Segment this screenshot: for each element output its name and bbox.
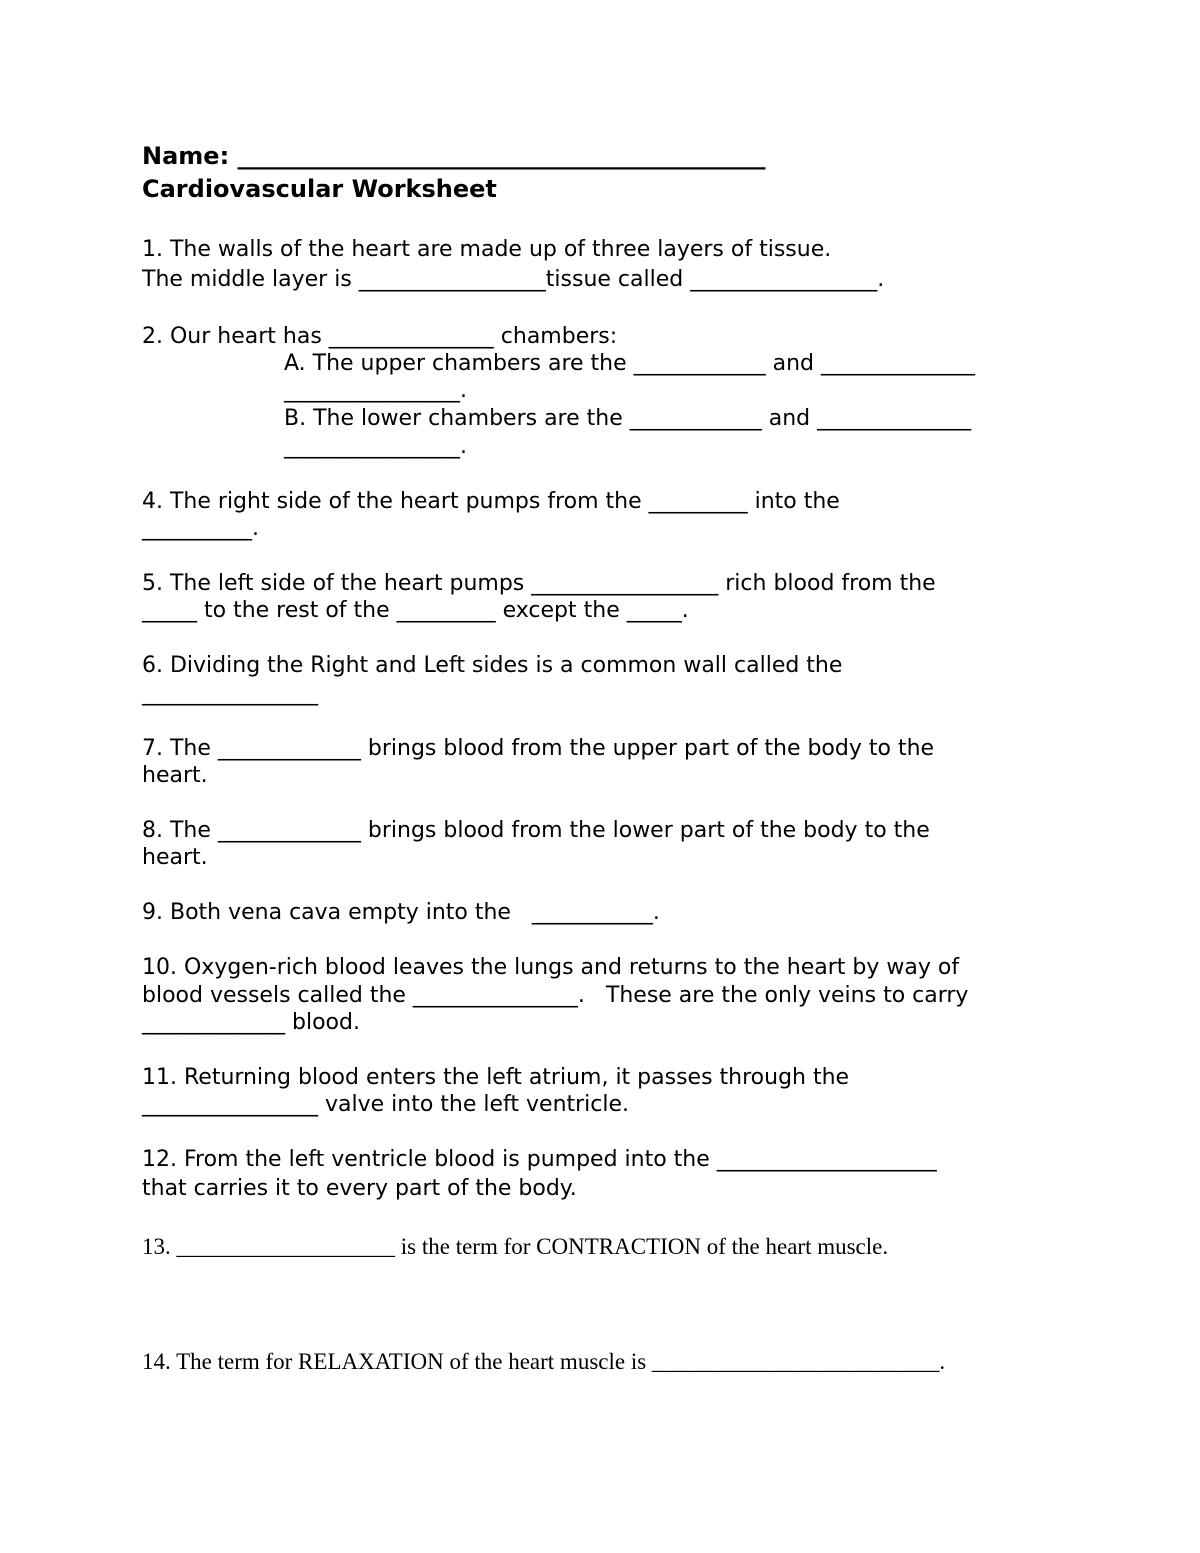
question-11-line-2: ________________ valve into the left ventricle. [142, 1092, 630, 1117]
question-2b-line-2: ________________. [284, 434, 467, 459]
question-5-line-1: 5. The left side of the heart pumps _________________ rich blood from the [142, 571, 936, 596]
question-8-line-2: heart. [142, 845, 208, 870]
question-4-line-2: __________. [142, 516, 259, 541]
question-10-line-2: blood vessels called the _______________. These are the only veins to carry [142, 983, 969, 1008]
question-9-line-1: 9. Both vena cava empty into the ___________. [142, 900, 660, 925]
question-1-line-2: The middle layer is _________________tissue called _________________. [142, 267, 885, 292]
question-6-line-2: ________________ [142, 681, 318, 706]
question-2b-line-1: B. The lower chambers are the ____________ and ______________ [284, 406, 972, 431]
question-1-line-1: 1. The walls of the heart are made up of three layers of tissue. [142, 237, 832, 262]
question-4-line-1: 4. The right side of the heart pumps from the _________ into the [142, 489, 840, 514]
question-2a-line-1: A. The upper chambers are the ____________ and ______________ [284, 351, 976, 376]
question-2-line-1: 2. Our heart has _______________ chambers: [142, 324, 618, 349]
question-7-line-2: heart. [142, 763, 208, 788]
question-7-line-1: 7. The _____________ brings blood from the upper part of the body to the [142, 736, 935, 761]
question-12-line-1: 12. From the left ventricle blood is pumped into the ____________________ [142, 1147, 937, 1172]
question-11-line-1: 11. Returning blood enters the left atrium, it passes through the [142, 1065, 850, 1090]
question-8-line-1: 8. The _____________ brings blood from the lower part of the body to the [142, 818, 930, 843]
question-2a-line-2: ________________. [284, 378, 467, 403]
question-12-line-2: that carries it to every part of the body. [142, 1176, 577, 1201]
question-10-line-3: _____________ blood. [142, 1010, 360, 1035]
question-10-line-1: 10. Oxygen-rich blood leaves the lungs and returns to the heart by way of [142, 955, 960, 980]
worksheet-title: Cardiovascular Worksheet [142, 175, 497, 203]
question-5-line-2: _____ to the rest of the _________ except the _____. [142, 598, 689, 623]
question-14-line-1: 14. The term for RELAXATION of the heart muscle is _________________________. [142, 1349, 946, 1374]
question-6-line-1: 6. Dividing the Right and Left sides is a common wall called the [142, 653, 843, 678]
name-field-line: Name: ____________________________________________ [142, 142, 766, 170]
question-13-line-1: 13. ___________________ is the term for CONTRACTION of the heart muscle. [142, 1234, 889, 1259]
